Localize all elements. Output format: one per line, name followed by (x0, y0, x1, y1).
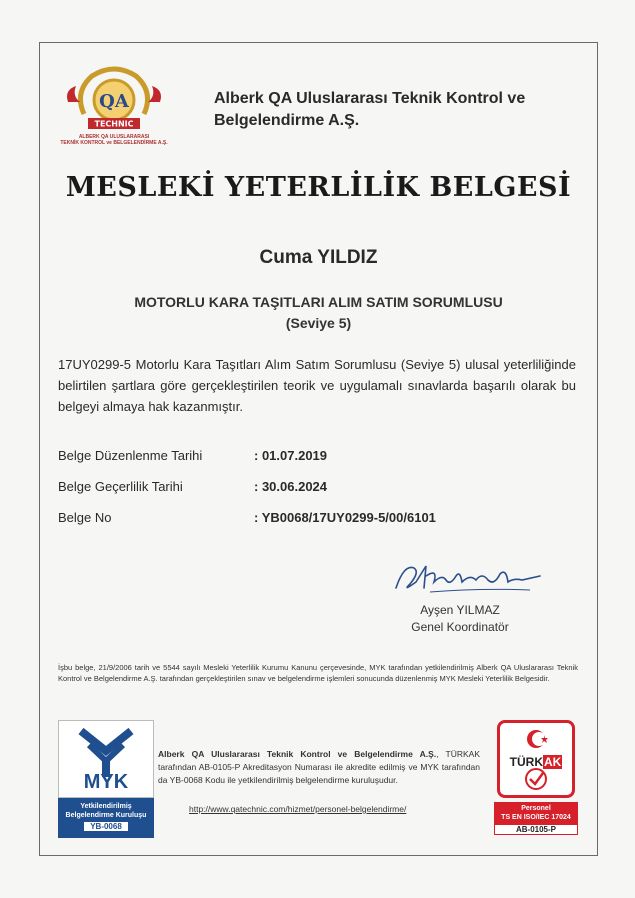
turkak-band-line1: Personel (521, 805, 551, 812)
signatory-name: Ayşen YILMAZ (420, 603, 500, 617)
accreditation-statement (158, 748, 480, 787)
turkak-band (494, 802, 578, 824)
turkak-word-a: TÜRK (509, 755, 543, 769)
legal-footnote: İşbu belge, 21/9/2006 tarih ve 5544 sayılı Mesleki Yeterlilik Kurumu Kanunu çerçevesinde, MYK tarafından yetkilendirilmiş Alberk QA Uluslararası Teknik Kontrol ve Belgelendirme A.Ş. tarafından gerçekleştirilen sınav ve belgelendirme işlemleri sonucunda düzenlenmiş MYK Mesleki Yeterlilik Belgesidir. (58, 663, 578, 683)
signatory-role: Genel Koordinatör (411, 620, 509, 634)
qualification (39, 292, 598, 334)
detail-label: Belge Düzenlenme Tarihi (58, 448, 203, 463)
detail-value: : 30.06.2024 (254, 479, 328, 494)
signatory (380, 602, 540, 636)
myk-band-line2: Belgelendirme Kuruluşu (65, 812, 147, 819)
myk-code: YB-0068 (84, 822, 128, 831)
turkak-band-line2: TS EN ISO/IEC 17024 (501, 814, 571, 821)
statement-paragraph: 17UY0299-5 Motorlu Kara Taşıtları Alım Satım Sorumlusu (Seviye 5) ulusal yeterliliğinde belirtilen şartlara göre gerçekleştirilen teorik ve uygulamalı sınavlarda başarılı olarak bu belgeyi almaya hak kazanmıştır. (58, 357, 576, 414)
website-link[interactable]: http://www.qatechnic.com/hizmet/personel-belgelendirme/ (189, 804, 407, 814)
qualification-name: MOTORLU KARA TAŞITLARI ALIM SATIM SORUMLUSU (134, 294, 503, 310)
detail-issue-date (58, 448, 327, 463)
qa-logo-ribbon: TECHNIC (94, 119, 134, 129)
myk-band-line1: Yetkilendirilmiş (80, 803, 132, 810)
myk-logo-text: MYK (83, 771, 129, 793)
turkak-logo (494, 720, 578, 840)
myk-band (58, 798, 154, 838)
detail-value: : 01.07.2019 (254, 448, 328, 463)
detail-label: Belge Geçerlilik Tarihi (58, 479, 183, 494)
detail-label: Belge No (58, 510, 112, 525)
issuer-name-line1: Alberk QA Uluslararası Teknik Kontrol ve (214, 90, 526, 107)
qa-caption-line1: ALBERK QA ULUSLARARASI (78, 134, 150, 140)
accreditation-rest: , TÜRKAK tarafından AB-0105-P Akreditasyon Numarası ile akredite edilmiş ve MYK tarafından da YB-0068 Kodu ile yetkilendirilmiş belgelendirme kuruluşudur. (158, 749, 480, 785)
qa-caption-line2: TEKNİK KONTROL ve BELGELENDİRME A.Ş. (60, 140, 168, 146)
issuer-name (214, 88, 544, 132)
detail-certificate-no (58, 510, 436, 525)
myk-logo (58, 720, 154, 838)
turkak-wordmark (500, 755, 572, 769)
detail-validity-date (58, 479, 327, 494)
qualification-level: (Seviye 5) (285, 315, 352, 331)
turkak-word-b: AK (543, 755, 562, 769)
issuer-name-line2: Belgelendirme A.Ş. (214, 112, 360, 129)
qa-logo-caption (52, 134, 176, 146)
turkak-code: AB-0105-P (494, 824, 578, 835)
accreditation-bold: Alberk QA Uluslararası Teknik Kontrol ve Belgelendirme A.Ş. (158, 749, 437, 759)
document-title: MESLEKİ YETERLİLİK BELGESİ (65, 172, 572, 203)
detail-value: : YB0068/17UY0299-5/00/6101 (254, 510, 436, 525)
qa-logo-letters: QA (99, 91, 129, 112)
holder-name: Cuma YILDIZ (259, 247, 378, 268)
signature-image (390, 558, 550, 598)
